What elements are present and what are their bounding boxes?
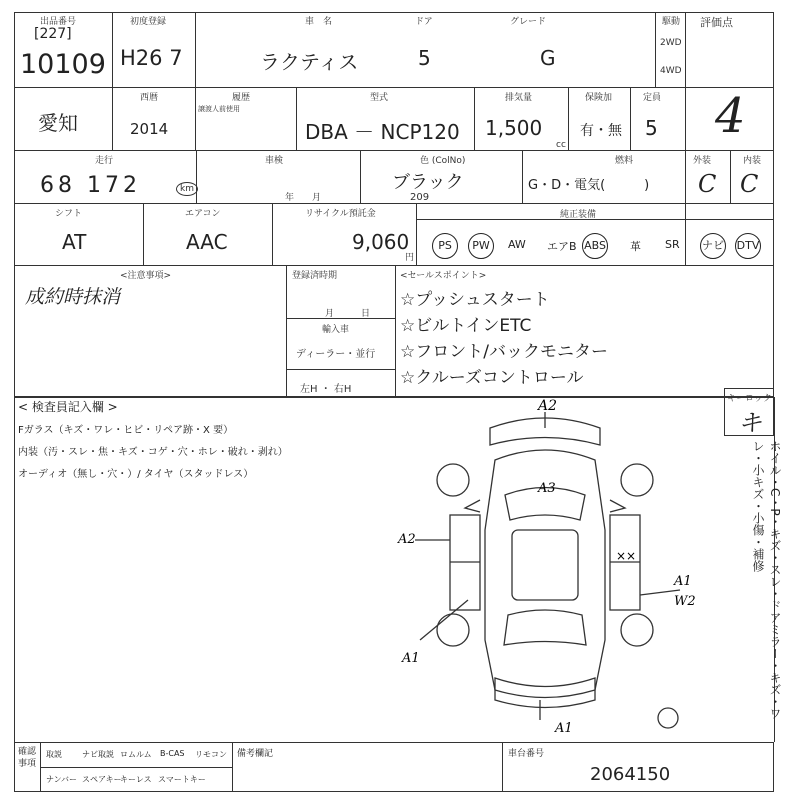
exterior-label: 外装 (693, 156, 712, 166)
type-label: 型式 (370, 93, 389, 103)
side-notes: ホイル・C・P・キズ・スレ・ドアミラー・キズ・ワレ・小キズ・小傷・補修 (751, 440, 782, 720)
steering-side: 左H ・ 右H (300, 384, 352, 395)
equip-sunroof: SR (665, 238, 680, 251)
insurance-label: 保険加 (585, 93, 613, 103)
inspection-date: 年 月 (285, 193, 322, 203)
equip-aw: AW (508, 238, 526, 251)
doors-value: 5 (418, 46, 431, 70)
key-lock-value: キ (738, 409, 762, 437)
sales-point-4: ☆クルーズコントロール (400, 368, 584, 388)
footer-check-smart-key: スマートキー (158, 775, 206, 784)
mark-a1-bottom: A1 (555, 721, 573, 736)
displacement-unit: cc (556, 140, 566, 150)
key-lock-label: キーロック (727, 394, 772, 404)
inspector-title: < 検査員記入欄 > (18, 400, 118, 414)
doors-label: ドア (415, 17, 433, 27)
sales-point-2: ☆ビルトインETC (400, 316, 532, 336)
equip-dtv: DTV (735, 233, 761, 259)
lot-number: 10109 (20, 49, 106, 80)
region: 愛知 (38, 111, 78, 135)
regist-month-day: 月 日 (325, 309, 371, 319)
displacement-value: 1,500 (485, 116, 543, 140)
color-value: ブラック (392, 172, 464, 193)
dealer-parallel: ディーラー・並行 (296, 349, 376, 360)
drive-label: 駆動 (662, 17, 681, 27)
mileage-unit: km (176, 182, 198, 196)
score-value: 4 (715, 88, 746, 144)
equip-pw: PW (468, 233, 494, 259)
import-label: 輸入車 (322, 325, 350, 335)
inspection-date-label: 車検 (265, 156, 284, 166)
car-diagram (398, 398, 696, 745)
shift-value: AT (62, 230, 87, 254)
interior-label: 内装 (743, 156, 762, 166)
equip-abs: ABS (582, 233, 608, 259)
equip-navi: ナビ (700, 233, 726, 259)
recycle-label: リサイクル預託金 (305, 209, 376, 219)
recycle-unit: 円 (405, 253, 415, 263)
inspector-line-3: オーディオ（無し・穴・）/ タイヤ（スタッドレス） (18, 469, 254, 480)
mark-a2-top: A2 (538, 398, 558, 414)
shift-label: シフト (55, 209, 83, 219)
drive-4wd: 4WD (660, 66, 682, 76)
insurance-value: 有・無 (580, 123, 622, 139)
mark-xx: ×× (616, 549, 637, 563)
mileage-label: 走行 (95, 156, 114, 166)
sales-label: <セールスポイント> (400, 271, 487, 281)
mileage-value: 68 172 (40, 173, 141, 198)
year-value: 2014 (130, 120, 169, 138)
footer-check-remote: リモコン (195, 750, 227, 759)
sales-point-1: ☆プッシュスタート (400, 290, 550, 310)
mark-a1-left: A1 (402, 651, 420, 666)
seats-label: 定員 (643, 93, 662, 103)
footer-check-plate: ナンバー (46, 775, 78, 784)
footer-check-rom: ロムルム (120, 750, 152, 759)
ac-label: エアコン (185, 209, 221, 219)
ac-value: AAC (186, 230, 228, 254)
vin-value: 2064150 (590, 764, 671, 785)
color-label: 色 (ColNo) (420, 156, 466, 166)
interior-value: C (740, 170, 759, 198)
equipment-label: 純正装備 (560, 210, 597, 220)
footer-check-keyless: キーレス (120, 775, 152, 784)
sales-point-3: ☆フロント/バックモニター (400, 342, 608, 362)
caution-label: <注意事項> (120, 271, 172, 281)
inspector-line-1: Fガラス（キズ・ワレ・ヒビ・リペア跡・X 要） (18, 425, 234, 436)
equip-airbag: エアB (547, 240, 577, 253)
score-label: 評価点 (700, 16, 733, 29)
displacement-label: 排気量 (505, 93, 533, 103)
color-code: 209 (410, 192, 430, 203)
caution-handwritten: 成約時抹消 (25, 286, 121, 308)
inspector-line-2: 内装（汚・スレ・焦・キズ・コゲ・穴・ホレ・破れ・剥れ） (18, 447, 288, 458)
model-name: ラクティス (260, 50, 359, 74)
fuel-label: 燃料 (615, 156, 634, 166)
mark-a1-right: A1 (674, 574, 692, 589)
footer-check-spare-key: スペアキー (82, 775, 122, 784)
year-label: 西暦 (140, 93, 159, 103)
footer-checks-label: 確認事項 (18, 747, 37, 769)
drive-2wd: 2WD (660, 38, 682, 48)
footer-remarks-label: 備考欄記 (237, 749, 274, 759)
history-sub: 譲渡人前使用 (198, 105, 240, 113)
equip-leather: 革 (630, 240, 641, 253)
equip-ps: PS (432, 233, 458, 259)
first-reg-label: 初度登録 (130, 17, 167, 27)
recycle-value: 9,060 (352, 230, 410, 254)
footer-check-navi-manual: ナビ取説 (82, 750, 114, 759)
lot-bracket: [227] (34, 26, 72, 42)
lot-label: 出品番号 (40, 17, 77, 27)
exterior-value: C (698, 170, 717, 198)
grade-value: G (540, 46, 556, 70)
footer-check-manual: 取説 (46, 750, 62, 759)
first-reg-value: H26 7 (120, 46, 183, 70)
mark-a3: A3 (538, 481, 556, 496)
model-label: 車 名 (305, 17, 333, 27)
footer-check-bcas: B-CAS (160, 749, 185, 758)
history-label: 履歴 (232, 93, 251, 103)
vin-label: 車台番号 (508, 749, 545, 759)
grade-label: グレード (510, 17, 547, 27)
fuel-value: G・D・電気( ) (528, 178, 650, 193)
type-value: DBA － NCP120 (305, 120, 460, 144)
regist-label: 登録済時期 (292, 271, 338, 281)
mark-a2-left: A2 (398, 532, 416, 547)
mark-w2: W2 (674, 594, 696, 609)
seats-value: 5 (645, 116, 658, 140)
